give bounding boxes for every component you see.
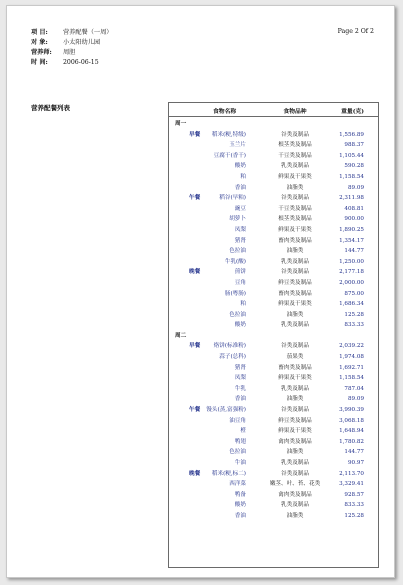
section-title: 营养配餐列表 bbox=[31, 104, 70, 112]
food-type: 油脂类 bbox=[286, 512, 304, 519]
table-row bbox=[169, 426, 378, 437]
meta-row bbox=[31, 38, 113, 48]
table-row bbox=[169, 225, 378, 236]
food-name: 香油 bbox=[234, 512, 246, 519]
food-name: 牛乳(酸) bbox=[224, 258, 246, 265]
food-type: 乳类及制品 bbox=[281, 385, 309, 392]
meal-label: 晚餐 bbox=[189, 470, 201, 477]
food-type: 鲜果及干果类 bbox=[278, 173, 312, 180]
food-weight: 3,990.39 bbox=[339, 407, 364, 414]
food-name: 豌豆 bbox=[234, 205, 246, 212]
food-type: 禽肉类及制品 bbox=[278, 438, 312, 445]
page-number: Page 2 Of 2 bbox=[337, 28, 374, 35]
day-label: 周二 bbox=[175, 332, 187, 339]
meta-value: 周胆 bbox=[63, 49, 76, 56]
food-name: 稻米(粳,特级) bbox=[211, 131, 246, 138]
food-type: 乳类及制品 bbox=[281, 322, 309, 329]
food-weight: 1,158.54 bbox=[339, 375, 364, 382]
meal-label: 早餐 bbox=[189, 131, 201, 138]
table-row bbox=[169, 363, 378, 374]
food-name: 牛乳 bbox=[234, 385, 246, 392]
food-name: 猪肾 bbox=[234, 364, 246, 371]
food-weight: 1,105.44 bbox=[339, 152, 364, 159]
food-type: 乳类及制品 bbox=[281, 258, 309, 265]
food-weight: 2,311.98 bbox=[339, 195, 364, 202]
table-row bbox=[169, 278, 378, 289]
food-weight: 2,113.70 bbox=[339, 470, 364, 477]
table-row bbox=[169, 151, 378, 162]
food-type: 鲜豆类及制品 bbox=[278, 417, 312, 424]
food-weight: 1,354.17 bbox=[339, 237, 364, 244]
table-row bbox=[169, 394, 378, 405]
food-type: 油脂类 bbox=[286, 449, 304, 456]
table-header bbox=[169, 103, 378, 117]
food-weight: 875.00 bbox=[344, 290, 364, 297]
food-type: 根茎类及制品 bbox=[278, 142, 312, 149]
food-weight: 3,329.41 bbox=[339, 481, 364, 488]
food-name: 蒜子(总科) bbox=[219, 354, 246, 361]
food-weight: 1,250.00 bbox=[339, 258, 364, 265]
food-name: 粕 bbox=[240, 173, 246, 180]
food-name: 色拉油 bbox=[229, 311, 246, 318]
table-row bbox=[169, 373, 378, 384]
table-row bbox=[169, 204, 378, 215]
food-type: 油脂类 bbox=[286, 248, 304, 255]
food-weight: 590.28 bbox=[344, 163, 364, 170]
food-type: 干豆类及制品 bbox=[278, 205, 312, 212]
table-row bbox=[169, 331, 378, 342]
food-weight: 1,158.54 bbox=[339, 173, 364, 180]
food-weight: 144.77 bbox=[344, 248, 364, 255]
meta-value: 营养配餐（一周） bbox=[63, 29, 113, 36]
meta-row bbox=[31, 28, 113, 38]
table-row bbox=[169, 257, 378, 268]
food-type: 畜肉类及制品 bbox=[278, 290, 312, 297]
table-row bbox=[169, 500, 378, 511]
meal-label: 午餐 bbox=[189, 407, 201, 414]
food-type: 谷类及制品 bbox=[281, 269, 309, 276]
food-name: 香油 bbox=[234, 184, 246, 191]
report-page bbox=[6, 5, 395, 578]
food-name: 色拉油 bbox=[229, 449, 246, 456]
food-name: 凤梨 bbox=[234, 226, 246, 233]
table-row bbox=[169, 352, 378, 363]
table-row bbox=[169, 130, 378, 141]
table-row bbox=[169, 236, 378, 247]
food-type: 乳类及制品 bbox=[281, 502, 309, 509]
column-header-food: 食物名称 bbox=[213, 109, 237, 115]
food-type: 干豆类及制品 bbox=[278, 152, 312, 159]
table-row bbox=[169, 310, 378, 321]
table-row bbox=[169, 469, 378, 480]
meta-row bbox=[31, 48, 113, 58]
table-body bbox=[169, 119, 378, 522]
food-weight: 1,780.82 bbox=[339, 438, 364, 445]
food-name: 豆腐干(香干) bbox=[213, 152, 246, 159]
food-type: 油脂类 bbox=[286, 396, 304, 403]
food-weight: 833.33 bbox=[344, 502, 364, 509]
food-name: 西洋菜 bbox=[229, 481, 246, 488]
table-row bbox=[169, 119, 378, 130]
food-type: 畜肉类及制品 bbox=[278, 364, 312, 371]
food-name: 玉兰片 bbox=[229, 142, 246, 149]
table-row bbox=[169, 161, 378, 172]
food-name: 色拉油 bbox=[229, 248, 246, 255]
meta-value: 小太阳幼儿园 bbox=[63, 39, 101, 46]
food-type: 鲜豆类及制品 bbox=[278, 279, 312, 286]
food-weight: 900.00 bbox=[344, 216, 364, 223]
meta-key: 时 间: bbox=[31, 59, 48, 66]
food-weight: 408.81 bbox=[344, 205, 364, 212]
table-row bbox=[169, 341, 378, 352]
food-name: 鸭翅 bbox=[234, 438, 246, 445]
food-type: 乳类及制品 bbox=[281, 163, 309, 170]
food-name: 豆角 bbox=[234, 279, 246, 286]
food-weight: 2,039.22 bbox=[339, 343, 364, 350]
food-weight: 90.97 bbox=[347, 460, 364, 466]
food-weight: 3,068.18 bbox=[339, 417, 364, 424]
food-weight: 2,000.00 bbox=[339, 279, 364, 286]
table-row bbox=[169, 214, 378, 225]
table-row bbox=[169, 490, 378, 501]
day-label: 周一 bbox=[175, 121, 187, 127]
food-name: 稻谷(早粕) bbox=[219, 195, 246, 202]
food-type: 谷类及制品 bbox=[281, 195, 309, 202]
food-weight: 125.28 bbox=[344, 512, 364, 519]
table-row bbox=[169, 172, 378, 183]
food-name: 猪肾 bbox=[234, 237, 246, 244]
food-name: 酸奶 bbox=[234, 502, 246, 509]
table-row bbox=[169, 289, 378, 300]
food-weight: 1,648.94 bbox=[339, 428, 364, 435]
food-weight: 89.09 bbox=[347, 184, 364, 191]
food-weight: 1,556.89 bbox=[339, 131, 364, 138]
food-name: 烙饼(标准粉) bbox=[213, 343, 246, 350]
food-type: 谷类及制品 bbox=[281, 131, 309, 138]
food-name: 凤梨 bbox=[234, 375, 246, 382]
food-type: 油脂类 bbox=[286, 311, 304, 318]
food-name: 馒头(蒸,富强粉) bbox=[206, 407, 246, 414]
meal-label: 早餐 bbox=[189, 343, 201, 350]
table-row bbox=[169, 267, 378, 278]
food-type: 根茎类及制品 bbox=[278, 216, 312, 223]
column-header-type: 食物品种 bbox=[283, 109, 307, 115]
meta-key: 对 象: bbox=[31, 39, 48, 46]
food-weight: 89.09 bbox=[347, 396, 364, 403]
food-name: 牛油 bbox=[234, 460, 246, 466]
food-type: 鲜果及干果类 bbox=[278, 301, 312, 308]
food-type: 谷类及制品 bbox=[281, 470, 309, 477]
food-name: 橙 bbox=[240, 428, 246, 435]
menu-table bbox=[168, 102, 379, 568]
table-row bbox=[169, 447, 378, 458]
food-weight: 1,890.25 bbox=[339, 226, 364, 233]
food-name: 酸奶 bbox=[234, 322, 246, 329]
column-header-weight: 重量(克) bbox=[341, 109, 364, 115]
table-row bbox=[169, 511, 378, 522]
food-weight: 928.57 bbox=[344, 491, 364, 498]
food-type: 油脂类 bbox=[286, 184, 304, 191]
food-weight: 1,692.71 bbox=[339, 364, 364, 371]
food-name: 酸奶 bbox=[234, 163, 246, 170]
food-weight: 125.28 bbox=[344, 311, 364, 318]
food-name: 香油 bbox=[234, 396, 246, 403]
food-type: 乳类及制品 bbox=[281, 460, 309, 466]
meta-key: 项 目: bbox=[31, 29, 48, 36]
food-weight: 1,686.34 bbox=[339, 301, 364, 308]
food-type: 鲜果及干果类 bbox=[278, 428, 312, 435]
table-row bbox=[169, 299, 378, 310]
food-type: 鲜果及干果类 bbox=[278, 375, 312, 382]
food-weight: 1,974.08 bbox=[339, 354, 364, 361]
table-row bbox=[169, 437, 378, 448]
table-row bbox=[169, 458, 378, 469]
table-row bbox=[169, 416, 378, 427]
food-name: 鸭备 bbox=[234, 491, 246, 498]
table-row bbox=[169, 479, 378, 490]
report-meta bbox=[31, 28, 113, 68]
meal-label: 午餐 bbox=[189, 195, 201, 202]
food-weight: 787.04 bbox=[344, 385, 364, 392]
food-name: 肠(粤肠) bbox=[224, 290, 246, 297]
table-row bbox=[169, 384, 378, 395]
food-name: 胡萝卜 bbox=[229, 216, 246, 223]
food-type: 茄果类 bbox=[286, 354, 304, 361]
meal-label: 晚餐 bbox=[189, 269, 201, 276]
food-type: 鲜果及干果类 bbox=[278, 226, 312, 233]
food-name: 煎饼 bbox=[234, 269, 246, 276]
meta-key: 营养师: bbox=[31, 49, 52, 56]
food-weight: 2,177.18 bbox=[339, 269, 364, 276]
food-type: 谷类及制品 bbox=[281, 343, 309, 350]
table-row bbox=[169, 140, 378, 151]
table-row bbox=[169, 320, 378, 331]
food-weight: 144.77 bbox=[344, 449, 364, 456]
table-row bbox=[169, 246, 378, 257]
food-weight: 833.33 bbox=[344, 322, 364, 329]
food-type: 谷类及制品 bbox=[281, 407, 309, 414]
meta-row bbox=[31, 58, 113, 68]
meta-value: 2006-06-15 bbox=[63, 59, 99, 66]
table-row bbox=[169, 183, 378, 194]
food-type: 禽肉类及制品 bbox=[278, 491, 312, 498]
food-name: 油豆角 bbox=[229, 417, 246, 424]
food-type: 嫩茎、叶、苔、花类 bbox=[269, 481, 321, 488]
table-row bbox=[169, 193, 378, 204]
table-row bbox=[169, 405, 378, 416]
food-name: 粕 bbox=[240, 301, 246, 308]
food-type: 畜肉类及制品 bbox=[278, 237, 312, 244]
food-weight: 988.37 bbox=[344, 142, 364, 149]
food-name: 稻米(粳,标二) bbox=[211, 470, 246, 477]
